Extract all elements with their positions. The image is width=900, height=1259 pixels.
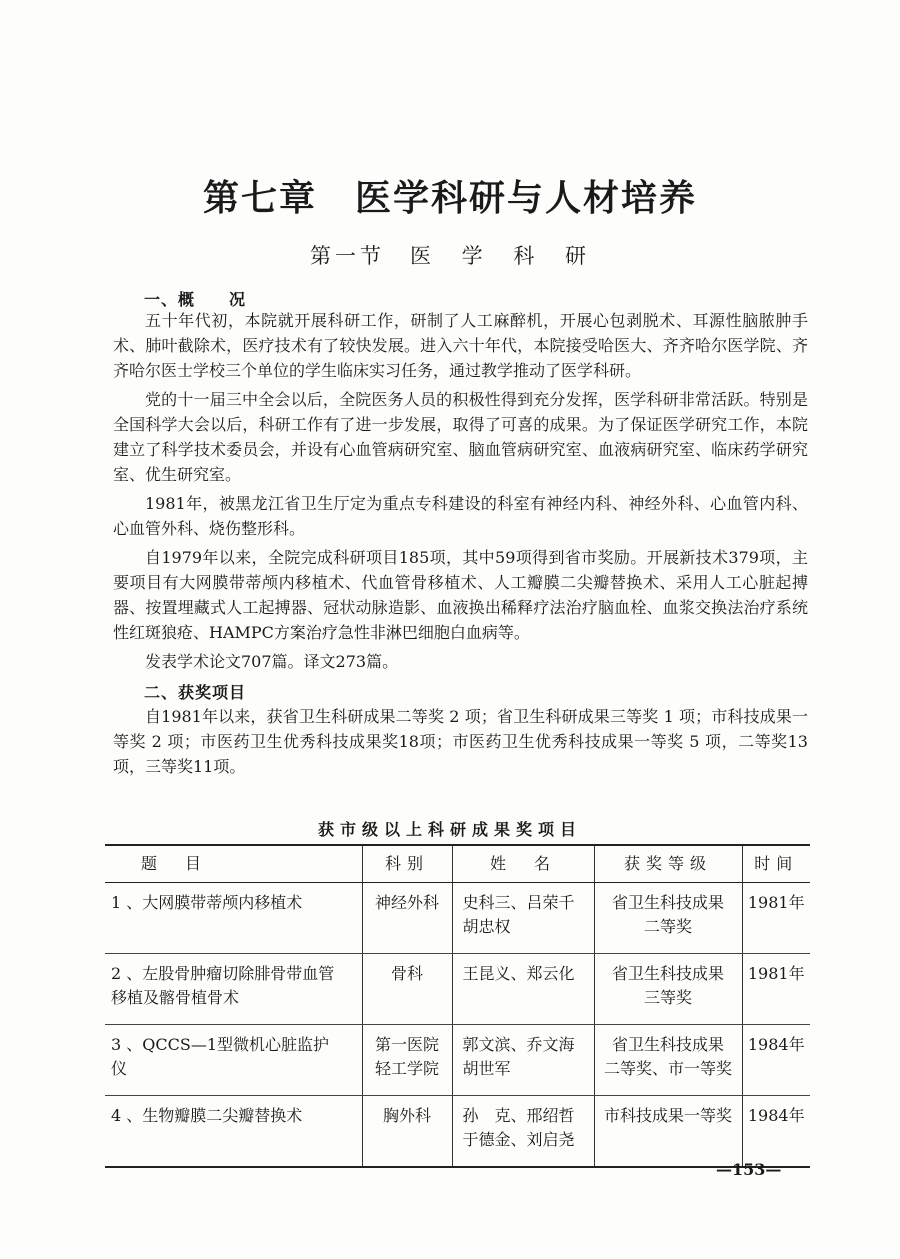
table-row (105, 883, 810, 954)
chapter-title: 第七章 医学科研与人材培养 (202, 177, 697, 219)
cell-level: 市科技成果一等奖 (594, 1096, 742, 1168)
cell-names: 王昆义、郑云化 (452, 954, 594, 1025)
part2-heading: 二、获奖项目 (144, 683, 247, 702)
part1-body (113, 308, 808, 678)
paragraph: 党的十一届三中全会以后，全院医务人员的积极性得到充分发挥，医学科研非常活跃。特别是全国科学大会以后，科研工作有了进一步发展，取得了可喜的成果。为了保证医学研究工作，本院建立了科学技术委员会，并设有心血管病研究室、脑血管病研究室、血液病研究室、临床药学研究室、优生研究室。 (113, 390, 808, 484)
cell-dept: 第一医院 轻工学院 (362, 1025, 452, 1096)
table-header-row (105, 845, 810, 883)
header-dept: 科别 (362, 845, 452, 883)
cell-names: 郭文滨、乔文海 胡世军 (452, 1025, 594, 1096)
cell-year: 1984年 (742, 1096, 810, 1168)
table-row (105, 1096, 810, 1168)
cell-title: 2 、左股骨肿瘤切除腓骨带血管 移植及髂骨植骨术 (105, 954, 362, 1025)
paragraph: 发表学术论文707篇。译文273篇。 (145, 652, 399, 671)
paragraph: 自1979年以来，全院完成科研项目185项，其中59项得到省市奖励。开展新技术379项，主要项目有大网膜带蒂颅内移植术、代血管骨移植术、人工瓣膜二尖瓣替换术、采用人工心脏起搏器、按置埋藏式人工起搏器、冠状动脉造影、血液换出稀释疗法治疗脑血栓、血浆交换法治疗系统性红斑狼疮、HAMPC方案治疗急性非淋巴细胞白血病等。 (113, 548, 808, 642)
cell-title: 4 、生物瓣膜二尖瓣替换术 (111, 1106, 303, 1125)
header-names: 姓 名 (452, 845, 594, 883)
cell-year: 1981年 (742, 954, 810, 1025)
paragraph: 1981年，被黑龙江省卫生厅定为重点专科建设的科室有神经内科、神经外科、心血管内科、心血管外科、烧伤整形科。 (113, 494, 808, 538)
cell-dept: 骨科 (362, 954, 452, 1025)
table-title: 获市级以上科研成果奖项目 (317, 820, 582, 839)
part2-body (113, 704, 808, 783)
cell-dept: 胸外科 (362, 1096, 452, 1168)
cell-year: 1984年 (742, 1025, 810, 1096)
section-title: 第一节 医 学 科 研 (309, 244, 591, 268)
awards-table (105, 844, 810, 1168)
paragraph: 五十年代初，本院就开展科研工作，研制了人工麻醉机，开展心包剥脱术、耳源性脑脓肿手术、肺叶截除术，医疗技术有了较快发展。进入六十年代，本院接受哈医大、齐齐哈尔医学院、齐齐哈尔医士学校三个单位的学生临床实习任务，通过教学推动了医学科研。 (113, 311, 808, 380)
cell-level: 省卫生科技成果 二等奖 (594, 883, 742, 954)
header-level: 获奖等级 (594, 845, 742, 883)
cell-year: 1981年 (742, 883, 810, 954)
table-row (105, 1025, 810, 1096)
paragraph: 自1981年以来，获省卫生科研成果二等奖 2 项；省卫生科研成果三等奖 1 项；市科技成果一等奖 2 项；市医药卫生优秀科技成果奖18项；市医药卫生优秀科技成果一等奖 5 项，二等奖13项，三等奖11项。 (113, 707, 808, 776)
header-year: 时间 (742, 845, 810, 883)
cell-level: 省卫生科技成果 三等奖 (594, 954, 742, 1025)
cell-title: 3 、QCCS—1型微机心脏监护 仪 (105, 1025, 362, 1096)
cell-names: 史科三、吕荣千 胡忠权 (452, 883, 594, 954)
cell-dept: 神经外科 (362, 883, 452, 954)
header-title: 题 目 (105, 845, 362, 883)
part1-heading: 一、概 况 (144, 290, 247, 309)
cell-title: 1 、大网膜带蒂颅内移植术 (105, 883, 362, 954)
cell-names: 孙 克、邢绍哲 于德金、刘启尧 (452, 1096, 594, 1168)
table-row (105, 954, 810, 1025)
page-number: —153— (716, 1160, 782, 1179)
cell-level: 省卫生科技成果 二等奖、市一等奖 (594, 1025, 742, 1096)
